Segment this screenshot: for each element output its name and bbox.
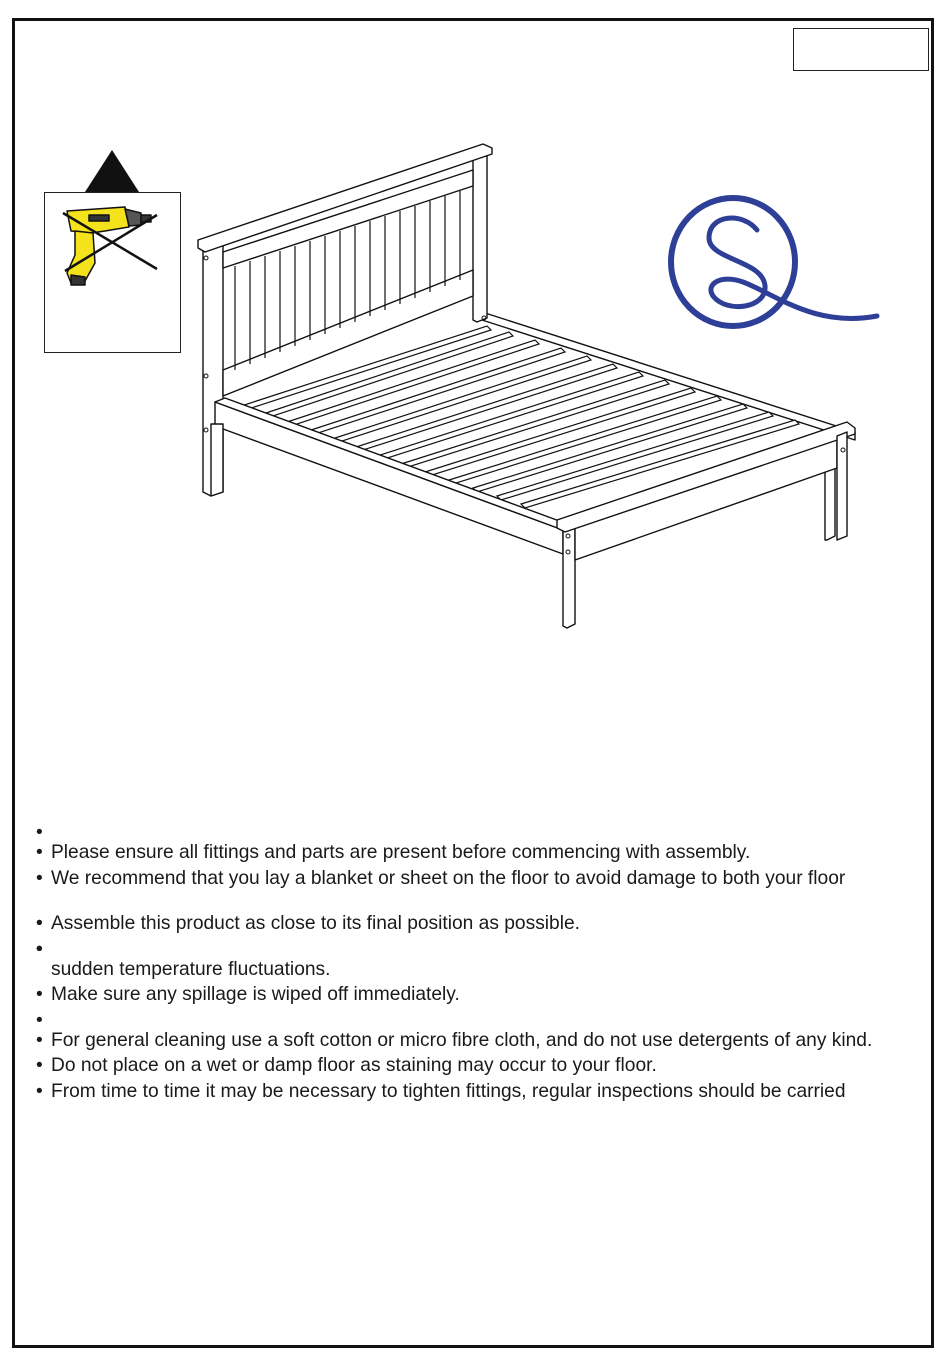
list-spacer [36,891,931,911]
list-item: • We recommend that you lay a blanket or sheet on the floor to avoid damage to both your floor [36,866,931,892]
care-instructions-list [36,820,931,1104]
list-item: • Please ensure all fittings and parts are present before commencing with assembly. [36,840,931,866]
list-item: • From time to time it may be necessary to tighten fittings, regular inspections should be carried [36,1079,931,1105]
warning-icon [44,150,182,354]
product-code-box [793,28,929,71]
list-spacer [36,1008,931,1028]
list-item: • Make sure any spillage is wiped off immediately. [36,982,931,1008]
list-item-continuation: sudden temperature fluctuations. [51,958,331,980]
list-spacer [36,937,931,957]
list-spacer [36,820,931,840]
warning-triangle-icon [85,150,139,192]
list-item: • Assemble this product as close to its final position as possible. [36,911,931,937]
no-power-drill-box [44,192,181,353]
bed-frame-illustration [195,140,860,635]
list-item: • Do not place on a wet or damp floor as staining may occur to your floor. [36,1053,931,1079]
no-power-drill-icon [45,193,179,351]
list-item: • For general cleaning use a soft cotton or micro fibre cloth, and do not use detergents of any kind. [36,1028,931,1054]
